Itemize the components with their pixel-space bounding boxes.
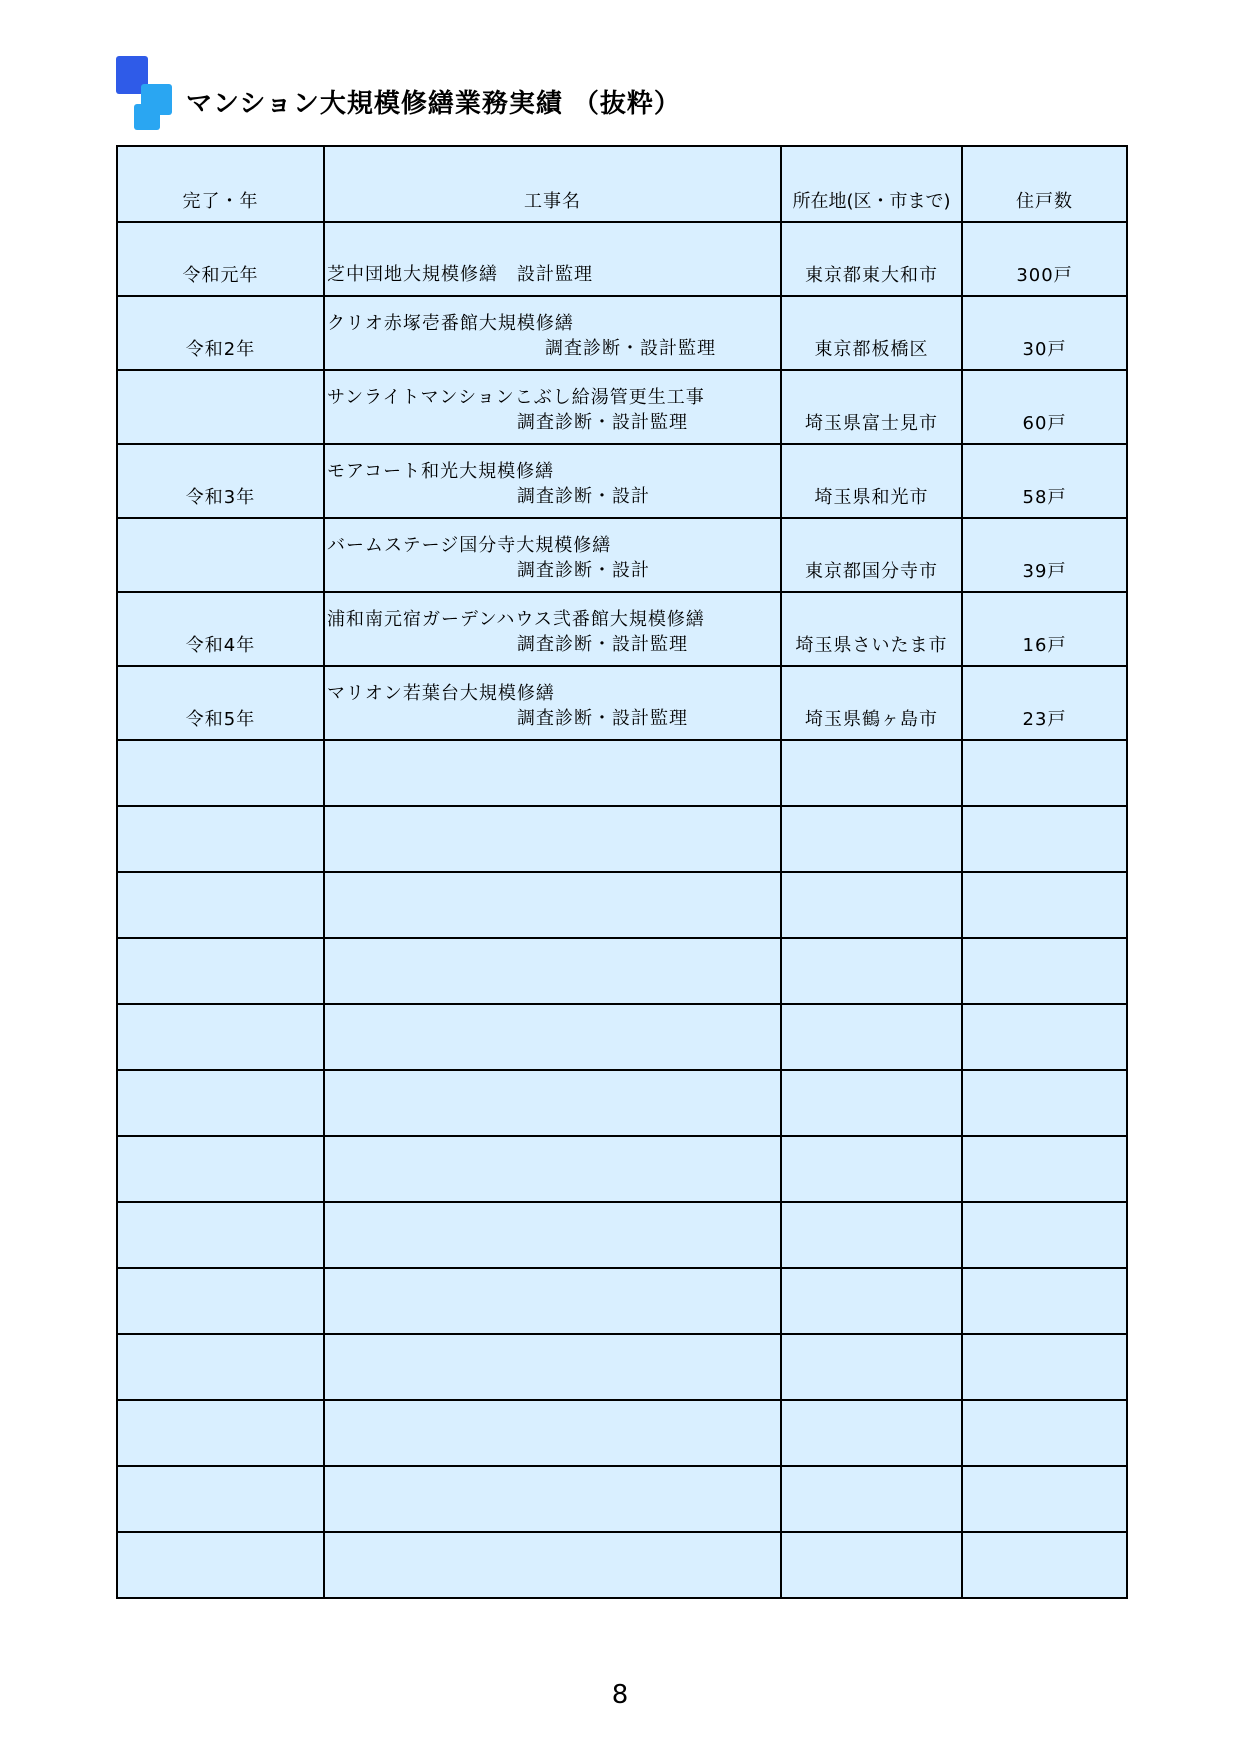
cell-location: 埼玉県富士見市 bbox=[781, 370, 962, 444]
empty-cell bbox=[117, 1334, 324, 1400]
cell-project-name bbox=[324, 444, 781, 518]
cell-project-name bbox=[324, 296, 781, 370]
empty-cell bbox=[781, 740, 962, 806]
cell-units: 58戸 bbox=[962, 444, 1127, 518]
empty-cell bbox=[781, 1400, 962, 1466]
table-row-empty bbox=[117, 1466, 1127, 1532]
cell-year bbox=[117, 370, 324, 444]
empty-cell bbox=[962, 1268, 1127, 1334]
empty-cell bbox=[781, 806, 962, 872]
cell-project-name bbox=[324, 518, 781, 592]
cell-project-name bbox=[324, 666, 781, 740]
cell-location: 東京都国分寺市 bbox=[781, 518, 962, 592]
page-number: 8 bbox=[611, 1680, 629, 1710]
empty-cell bbox=[962, 1070, 1127, 1136]
empty-cell bbox=[781, 1070, 962, 1136]
empty-cell bbox=[117, 1268, 324, 1334]
brand-logo-icon bbox=[116, 56, 172, 130]
empty-cell bbox=[781, 872, 962, 938]
table-row-empty bbox=[117, 938, 1127, 1004]
cell-units: 60戸 bbox=[962, 370, 1127, 444]
empty-cell bbox=[117, 1070, 324, 1136]
empty-cell bbox=[781, 938, 962, 1004]
project-name-line: モアコート和光大規模修繕 bbox=[327, 461, 555, 482]
empty-cell bbox=[324, 1532, 781, 1598]
empty-cell bbox=[781, 1334, 962, 1400]
table-row-empty bbox=[117, 1268, 1127, 1334]
table-header-row bbox=[117, 146, 1127, 222]
project-scope-line: 調査診断・設計監理 bbox=[517, 708, 688, 729]
cell-year: 令和5年 bbox=[117, 666, 324, 740]
empty-cell bbox=[324, 1334, 781, 1400]
table-row-empty bbox=[117, 1070, 1127, 1136]
table-row-empty bbox=[117, 1004, 1127, 1070]
cell-project-name bbox=[324, 370, 781, 444]
empty-cell bbox=[117, 740, 324, 806]
cell-project-name bbox=[324, 592, 781, 666]
empty-cell bbox=[117, 1466, 324, 1532]
empty-cell bbox=[962, 1466, 1127, 1532]
table-row-empty bbox=[117, 1136, 1127, 1202]
empty-cell bbox=[962, 1400, 1127, 1466]
table-row bbox=[117, 666, 1127, 740]
empty-cell bbox=[781, 1268, 962, 1334]
empty-cell bbox=[117, 1532, 324, 1598]
empty-cell bbox=[117, 806, 324, 872]
cell-location: 埼玉県さいたま市 bbox=[781, 592, 962, 666]
cell-year: 令和元年 bbox=[117, 222, 324, 296]
empty-cell bbox=[324, 1202, 781, 1268]
cell-project-name bbox=[324, 222, 781, 296]
table-row-empty bbox=[117, 1202, 1127, 1268]
table-row-empty bbox=[117, 806, 1127, 872]
column-header-year: 完了・年 bbox=[117, 146, 324, 222]
project-scope-line: 調査診断・設計監理 bbox=[545, 338, 716, 359]
table-row bbox=[117, 592, 1127, 666]
empty-cell bbox=[117, 1400, 324, 1466]
empty-cell bbox=[962, 740, 1127, 806]
table-row bbox=[117, 296, 1127, 370]
empty-cell bbox=[962, 1136, 1127, 1202]
project-scope-line: 調査診断・設計監理 bbox=[517, 412, 688, 433]
empty-cell bbox=[324, 1268, 781, 1334]
empty-cell bbox=[324, 1004, 781, 1070]
table-row bbox=[117, 370, 1127, 444]
empty-cell bbox=[324, 1070, 781, 1136]
empty-cell bbox=[781, 1466, 962, 1532]
cell-units: 30戸 bbox=[962, 296, 1127, 370]
project-name-line: サンライトマンションこぶし給湯管更生工事 bbox=[327, 387, 705, 408]
table-row bbox=[117, 444, 1127, 518]
project-scope-line: 調査診断・設計 bbox=[517, 560, 650, 581]
cell-location: 東京都板橋区 bbox=[781, 296, 962, 370]
records-table bbox=[116, 145, 1128, 1599]
cell-units: 39戸 bbox=[962, 518, 1127, 592]
empty-cell bbox=[781, 1136, 962, 1202]
empty-cell bbox=[117, 1136, 324, 1202]
empty-cell bbox=[781, 1004, 962, 1070]
empty-cell bbox=[781, 1532, 962, 1598]
cell-year: 令和4年 bbox=[117, 592, 324, 666]
empty-cell bbox=[324, 938, 781, 1004]
cell-units: 16戸 bbox=[962, 592, 1127, 666]
page-title: マンション大規模修繕業務実績 （抜粋） bbox=[186, 89, 681, 119]
cell-year: 令和2年 bbox=[117, 296, 324, 370]
empty-cell bbox=[117, 1004, 324, 1070]
empty-cell bbox=[962, 1004, 1127, 1070]
project-name-line: 浦和南元宿ガーデンハウス弐番館大規模修繕 bbox=[327, 609, 705, 630]
column-header-units: 住戸数 bbox=[962, 146, 1127, 222]
empty-cell bbox=[962, 872, 1127, 938]
cell-location: 埼玉県鶴ヶ島市 bbox=[781, 666, 962, 740]
cell-location: 埼玉県和光市 bbox=[781, 444, 962, 518]
empty-cell bbox=[962, 1334, 1127, 1400]
empty-cell bbox=[781, 1202, 962, 1268]
empty-cell bbox=[324, 872, 781, 938]
empty-cell bbox=[324, 1466, 781, 1532]
project-name-line: バームステージ国分寺大規模修繕 bbox=[327, 535, 612, 556]
cell-units: 23戸 bbox=[962, 666, 1127, 740]
empty-cell bbox=[962, 1532, 1127, 1598]
empty-cell bbox=[117, 872, 324, 938]
empty-cell bbox=[324, 1136, 781, 1202]
table-row bbox=[117, 518, 1127, 592]
project-scope-line: 調査診断・設計 bbox=[517, 486, 650, 507]
empty-cell bbox=[962, 1202, 1127, 1268]
project-name-line: クリオ赤塚壱番館大規模修繕 bbox=[327, 313, 574, 334]
empty-cell bbox=[117, 1202, 324, 1268]
column-header-name: 工事名 bbox=[324, 146, 781, 222]
empty-cell bbox=[324, 740, 781, 806]
project-name-line: 芝中団地大規模修繕 設計監理 bbox=[327, 264, 593, 285]
table-row-empty bbox=[117, 1400, 1127, 1466]
empty-cell bbox=[324, 1400, 781, 1466]
cell-year bbox=[117, 518, 324, 592]
empty-cell bbox=[117, 938, 324, 1004]
cell-units: 300戸 bbox=[962, 222, 1127, 296]
project-name-line: マリオン若葉台大規模修繕 bbox=[327, 683, 555, 704]
table-row bbox=[117, 222, 1127, 296]
empty-cell bbox=[962, 806, 1127, 872]
column-header-location: 所在地(区・市まで) bbox=[781, 146, 962, 222]
table-row-empty bbox=[117, 740, 1127, 806]
cell-location: 東京都東大和市 bbox=[781, 222, 962, 296]
empty-cell bbox=[324, 806, 781, 872]
cell-year: 令和3年 bbox=[117, 444, 324, 518]
table-row-empty bbox=[117, 1334, 1127, 1400]
table-body bbox=[117, 222, 1127, 1598]
project-scope-line: 調査診断・設計監理 bbox=[517, 634, 688, 655]
table-row-empty bbox=[117, 872, 1127, 938]
empty-cell bbox=[962, 938, 1127, 1004]
table-row-empty bbox=[117, 1532, 1127, 1598]
